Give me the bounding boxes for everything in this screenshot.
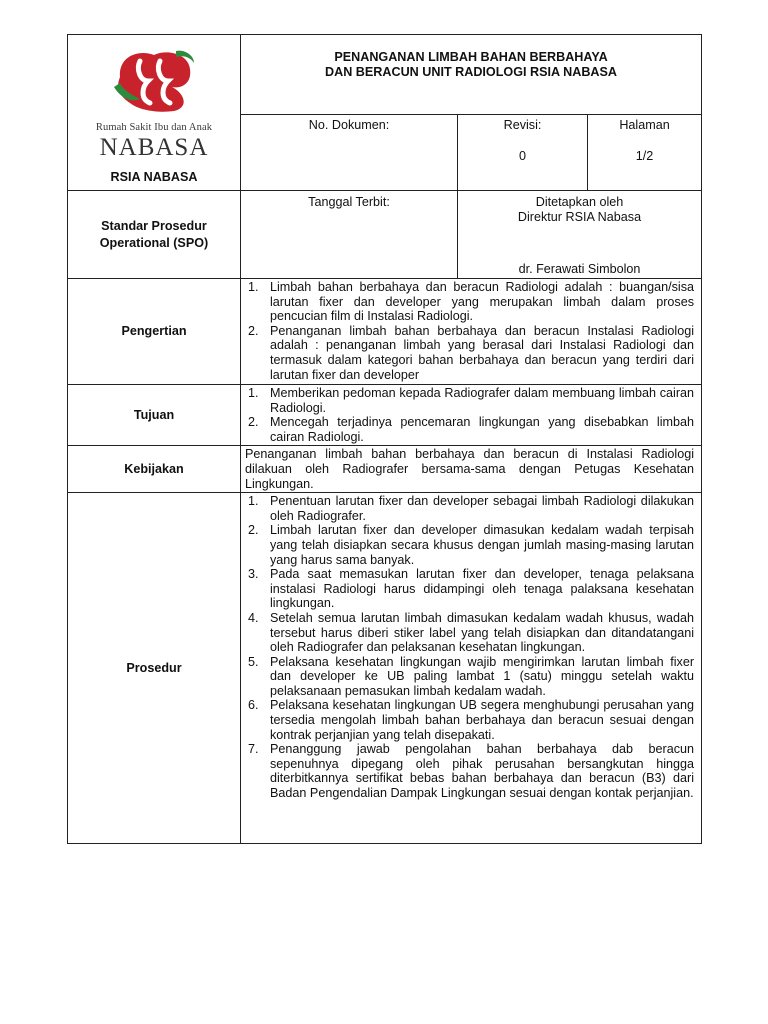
list-item-text: Memberikan pedoman kepada Radiografer dalam membuang limbah cairan Radiologi. [270, 386, 695, 415]
no-dokumen-label: No. Dokumen: [308, 118, 390, 132]
list-item-text: Limbah bahan berbahaya dan beracun Radiologi adalah : buangan/sisa larutan fixer dan developer yang merupakan limbah dalam proses pencucian film di Instalasi Radiologi. [270, 280, 695, 324]
list-item-number: 6. [248, 698, 259, 713]
kebijakan-text: Penanganan limbah bahan berbahaya dan beracun di Instalasi Radiologi dilakuan oleh Radiografer bersama-sama dengan Petugas Kesehatan Lingkungan. [241, 446, 702, 493]
logo-cell [68, 35, 241, 191]
spo-label-cell [68, 191, 241, 279]
list-item-text: Penanganan limbah bahan berbahaya dan beracun Instalasi Radiologi adalah : penanganan limbah yang berasal dari Instalasi Radiologi dan termasuk dalam kategori bahan berbahaya dan beracun yang terdiri dari larutan fixer dan developer [270, 323, 695, 382]
list-item-text: Penentuan larutan fixer dan developer sebagai limbah Radiologi dilakukan oleh Radiografer. [270, 494, 695, 523]
list-item [245, 567, 694, 611]
list-item-number: 2. [248, 323, 259, 338]
spo-line-1: Standar Prosedur [101, 218, 207, 233]
title-line-2: DAN BERACUN UNIT RADIOLOGI RSIA NABASA [325, 65, 618, 79]
list-item-text: Pelaksana kesehatan lingkungan wajib mengirimkan larutan limbah fixer dan developer ke UB paling lambat 1 (satu) minggu setelah waktu pelaksanaan pemasukan limbah kedalam wadah. [270, 654, 695, 698]
list-item [245, 742, 694, 800]
list-item [245, 611, 694, 655]
list-item-text: Pelaksana kesehatan lingkungan UB segera menghubungi perusahan yang tersedia mengolah limbah bahan berbahaya dan beracun sesuai dengan kontrak perjanjian yang telah disepakati. [270, 698, 695, 742]
list-item [245, 523, 694, 567]
list-item [245, 494, 694, 523]
list-item-number: 1. [248, 280, 259, 294]
list-item-text: Setelah semua larutan limbah dimasukan kedalam wadah khusus, wadah tersebut harus diberi stiker label yang telah disiapkan dan ditandatangani oleh Radiografer dan pelaksanan kesehatan lingkungan. [270, 610, 695, 655]
list-item-number: 1. [248, 386, 259, 400]
prosedur-content [241, 493, 702, 844]
ditetapkan-cell [458, 191, 702, 279]
tanggal-terbit-label: Tanggal Terbit: [308, 195, 390, 209]
hospital-logo [68, 47, 240, 161]
list-item [245, 280, 694, 324]
spo-line-2: Operational (SPO) [99, 235, 209, 250]
list-item-text: Mencegah terjadinya pencemaran lingkungan yang disebabkan limbah cairan Radiologi. [270, 415, 695, 444]
halaman-value: 1/2 [635, 148, 654, 163]
halaman-label: Halaman [619, 118, 670, 132]
halaman-cell [588, 115, 702, 191]
signatory-name: dr. Ferawati Simbolon [518, 262, 641, 277]
list-item-text: Penanggung jawab pengolahan bahan berbahaya dab beracun sepenuhnya dipegang oleh pihak perusahan bersangkutan hingga diterbitkannya sertifikat bebas bahan berbahaya dan beracun (B3) dari Badan Pengendalian Dampak Lingkungan sesuai dengan kontak perjanjian. [270, 742, 695, 801]
list-item-number: 1. [248, 494, 259, 509]
list-item-number: 4. [248, 610, 259, 625]
list-item-text: Pada saat memasukan larutan fixer dan developer, tenaga pelaksana instalasi Radiologi harus didampingi oleh tenaga palaksana kesehatan lingkungan. [270, 567, 695, 611]
list-item [245, 655, 694, 699]
prosedur-label: Prosedur [68, 493, 241, 844]
list-item-number: 7. [248, 742, 259, 757]
logo-tagline: Rumah Sakit Ibu dan Anak [95, 121, 213, 133]
title-line-1: PENANGANAN LIMBAH BAHAN BERBAHAYA [334, 50, 608, 64]
list-item-number: 2. [248, 523, 259, 538]
prosedur-list [245, 494, 694, 800]
ditetapkan-line-2: Direktur RSIA Nabasa [517, 209, 642, 224]
list-item-number: 2. [248, 415, 259, 430]
list-item [245, 386, 694, 415]
ditetapkan-line-1: Ditetapkan oleh [535, 195, 624, 209]
list-item [245, 698, 694, 742]
pengertian-label: Pengertian [68, 279, 241, 385]
revisi-value: 0 [518, 148, 526, 163]
tujuan-content [241, 385, 702, 446]
document-title [241, 35, 702, 115]
pengertian-content [241, 279, 702, 385]
list-item [245, 324, 694, 382]
list-item-text: Limbah larutan fixer dan developer dimasukan kedalam wadah terpisah yang telah disiapkan secara khusus dengan jumlah masing-masing larutan yang harus sama banyak. [270, 523, 695, 567]
logo-name: NABASA [99, 134, 209, 162]
spo-document-table [67, 34, 702, 844]
hospital-name: RSIA NABASA [110, 170, 198, 185]
list-item-number: 5. [248, 654, 259, 669]
kebijakan-label: Kebijakan [68, 446, 241, 493]
tujuan-list [245, 386, 694, 444]
nabasa-logo-icon [110, 47, 198, 113]
no-dokumen-cell [241, 115, 458, 191]
tujuan-label: Tujuan [68, 385, 241, 446]
pengertian-list [245, 280, 694, 382]
revisi-label: Revisi: [503, 118, 542, 132]
revisi-cell [458, 115, 588, 191]
list-item-number: 3. [248, 567, 259, 582]
tanggal-terbit-cell [241, 191, 458, 279]
list-item [245, 415, 694, 444]
